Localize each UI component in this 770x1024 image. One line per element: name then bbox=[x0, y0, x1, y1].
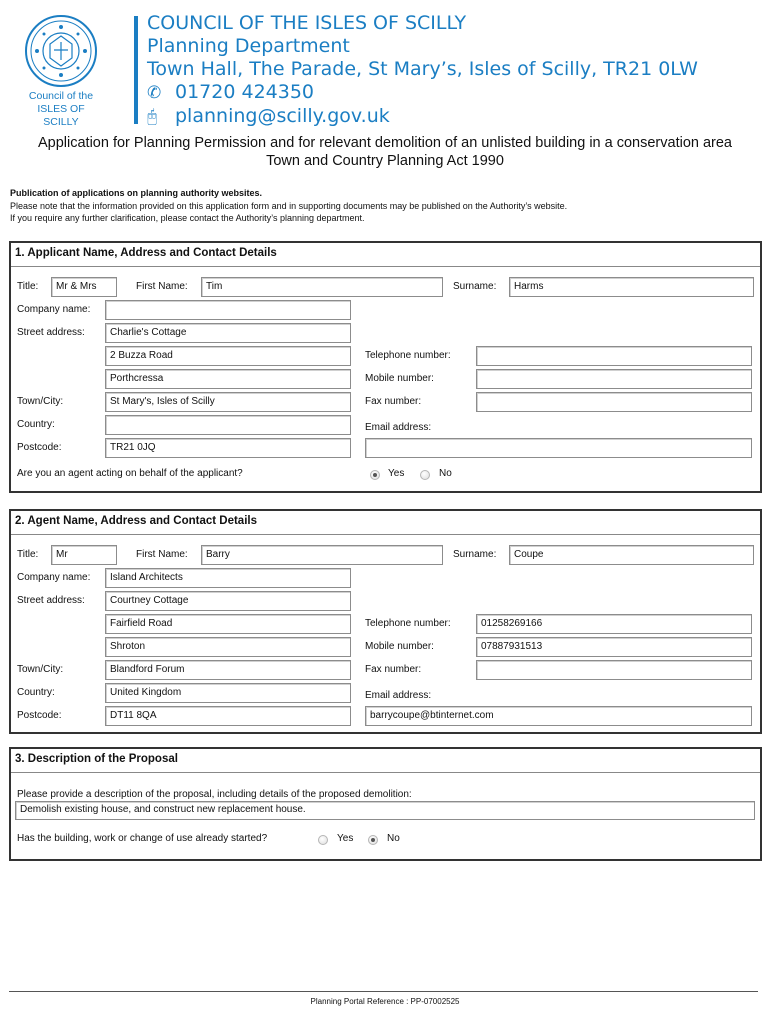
agent-mobile-field[interactable]: 07887931513 bbox=[476, 637, 752, 657]
proposal-description-field[interactable]: Demolish existing house, and construct new replacement house. bbox=[15, 801, 755, 820]
email-label: Email address: bbox=[365, 422, 432, 433]
first-name-label: First Name: bbox=[136, 281, 188, 292]
phone-icon: ✆ bbox=[147, 83, 162, 103]
applicant-telephone-field[interactable] bbox=[476, 346, 752, 366]
agent-section bbox=[9, 509, 762, 734]
started-no-label: No bbox=[387, 833, 400, 844]
telephone-label: Telephone number: bbox=[365, 618, 451, 629]
proposal-prompt: Please provide a description of the proposal, including details of the proposed demolition: bbox=[17, 789, 412, 800]
street-label: Street address: bbox=[17, 595, 85, 606]
agent-town-field[interactable]: Blandford Forum bbox=[105, 660, 351, 680]
section-divider bbox=[11, 534, 760, 535]
applicant-surname-field[interactable]: Harms bbox=[509, 277, 754, 297]
agent-first-name-field[interactable]: Barry bbox=[201, 545, 443, 565]
proposal-heading: 3. Description of the Proposal bbox=[15, 753, 178, 765]
applicant-mobile-field[interactable] bbox=[476, 369, 752, 389]
applicant-heading: 1. Applicant Name, Address and Contact Details bbox=[15, 247, 277, 259]
logo-caption-line2: ISLES OF SCILLY bbox=[37, 103, 85, 128]
agent-no-label: No bbox=[439, 468, 452, 479]
fax-label: Fax number: bbox=[365, 396, 422, 407]
agent-telephone-field[interactable]: 01258269166 bbox=[476, 614, 752, 634]
applicant-company-field[interactable] bbox=[105, 300, 351, 320]
street-label: Street address: bbox=[17, 327, 85, 338]
agent-question: Are you an agent acting on behalf of the applicant? bbox=[17, 468, 243, 479]
mobile-label: Mobile number: bbox=[365, 641, 434, 652]
council-name: COUNCIL OF THE ISLES OF SCILLY bbox=[147, 12, 467, 34]
agent-heading: 2. Agent Name, Address and Contact Details bbox=[15, 515, 257, 527]
title-label: Title: bbox=[17, 281, 39, 292]
fax-label: Fax number: bbox=[365, 664, 422, 675]
proposal-section bbox=[9, 747, 762, 861]
council-phone: 01720 424350 bbox=[175, 81, 315, 103]
phone-line bbox=[147, 81, 698, 105]
section-divider bbox=[11, 772, 760, 773]
agent-surname-field[interactable]: Coupe bbox=[509, 545, 754, 565]
applicant-email-field[interactable] bbox=[365, 438, 752, 458]
agent-yes-radio[interactable] bbox=[370, 470, 380, 480]
publication-line1: Please note that the information provided on this application form and in supporting documents may be published on the Authority’s website. bbox=[10, 200, 568, 211]
title-label: Title: bbox=[17, 549, 39, 560]
agent-email-field[interactable]: barrycoupe@btinternet.com bbox=[365, 706, 752, 726]
postcode-label: Postcode: bbox=[17, 442, 62, 453]
publication-line2: If you require any further clarification, please contact the Authority’s planning department. bbox=[10, 213, 365, 223]
applicant-town-field[interactable]: St Mary's, Isles of Scilly bbox=[105, 392, 351, 412]
council-address: Town Hall, The Parade, St Mary’s, Isles of Scilly, TR21 0LW bbox=[147, 58, 698, 80]
form-title-line2: Town and Country Planning Act 1990 bbox=[266, 153, 504, 169]
town-label: Town/City: bbox=[17, 664, 64, 675]
agent-street1-field[interactable]: Courtney Cottage bbox=[105, 591, 351, 611]
agent-company-field[interactable]: Island Architects bbox=[105, 568, 351, 588]
company-label: Company name: bbox=[17, 304, 91, 315]
applicant-street1-field[interactable]: Charlie's Cottage bbox=[105, 323, 351, 343]
footer-divider bbox=[9, 991, 758, 992]
applicant-street3-field[interactable]: Porthcressa bbox=[105, 369, 351, 389]
started-no-radio[interactable] bbox=[368, 835, 378, 845]
header-accent-bar bbox=[134, 16, 138, 124]
council-logo bbox=[20, 14, 102, 129]
applicant-title-field[interactable]: Mr & Mrs bbox=[51, 277, 117, 297]
agent-no-radio[interactable] bbox=[420, 470, 430, 480]
mouse-icon: 🖰 bbox=[147, 107, 158, 127]
country-label: Country: bbox=[17, 419, 55, 430]
agent-yes-label: Yes bbox=[388, 468, 405, 479]
agent-title-field[interactable]: Mr bbox=[51, 545, 117, 565]
department-name: Planning Department bbox=[147, 35, 350, 57]
applicant-fax-field[interactable] bbox=[476, 392, 752, 412]
postcode-label: Postcode: bbox=[17, 710, 62, 721]
first-name-label: First Name: bbox=[136, 549, 188, 560]
agent-country-field[interactable]: United Kingdom bbox=[105, 683, 351, 703]
applicant-postcode-field[interactable]: TR21 0JQ bbox=[105, 438, 351, 458]
form-title-line1: Application for Planning Permission and for relevant demolition of an unlisted building in a conservation area bbox=[38, 135, 732, 151]
publication-notice bbox=[10, 187, 567, 225]
agent-street2-field[interactable]: Fairfield Road bbox=[105, 614, 351, 634]
section-divider bbox=[11, 266, 760, 267]
publication-heading: Publication of applications on planning authority websites. bbox=[10, 188, 263, 198]
council-email[interactable]: planning@scilly.gov.uk bbox=[175, 105, 390, 127]
mobile-label: Mobile number: bbox=[365, 373, 434, 384]
council-header bbox=[147, 12, 698, 129]
started-yes-label: Yes bbox=[337, 833, 354, 844]
form-title bbox=[0, 134, 770, 170]
agent-fax-field[interactable] bbox=[476, 660, 752, 680]
logo-caption-line1: Council of the bbox=[28, 90, 94, 102]
surname-label: Surname: bbox=[453, 281, 497, 292]
portal-reference: Planning Portal Reference : PP-07002525 bbox=[310, 997, 460, 1006]
telephone-label: Telephone number: bbox=[365, 350, 451, 361]
surname-label: Surname: bbox=[453, 549, 497, 560]
agent-postcode-field[interactable]: DT11 8QA bbox=[105, 706, 351, 726]
email-line bbox=[147, 105, 698, 129]
started-yes-radio[interactable] bbox=[318, 835, 328, 845]
started-question: Has the building, work or change of use already started? bbox=[17, 833, 268, 844]
country-label: Country: bbox=[17, 687, 55, 698]
town-label: Town/City: bbox=[17, 396, 64, 407]
applicant-section bbox=[9, 241, 762, 493]
applicant-street2-field[interactable]: 2 Buzza Road bbox=[105, 346, 351, 366]
applicant-first-name-field[interactable]: Tim bbox=[201, 277, 443, 297]
council-crest-icon bbox=[24, 14, 98, 88]
email-label: Email address: bbox=[365, 690, 432, 701]
agent-street3-field[interactable]: Shroton bbox=[105, 637, 351, 657]
company-label: Company name: bbox=[17, 572, 91, 583]
applicant-country-field[interactable] bbox=[105, 415, 351, 435]
